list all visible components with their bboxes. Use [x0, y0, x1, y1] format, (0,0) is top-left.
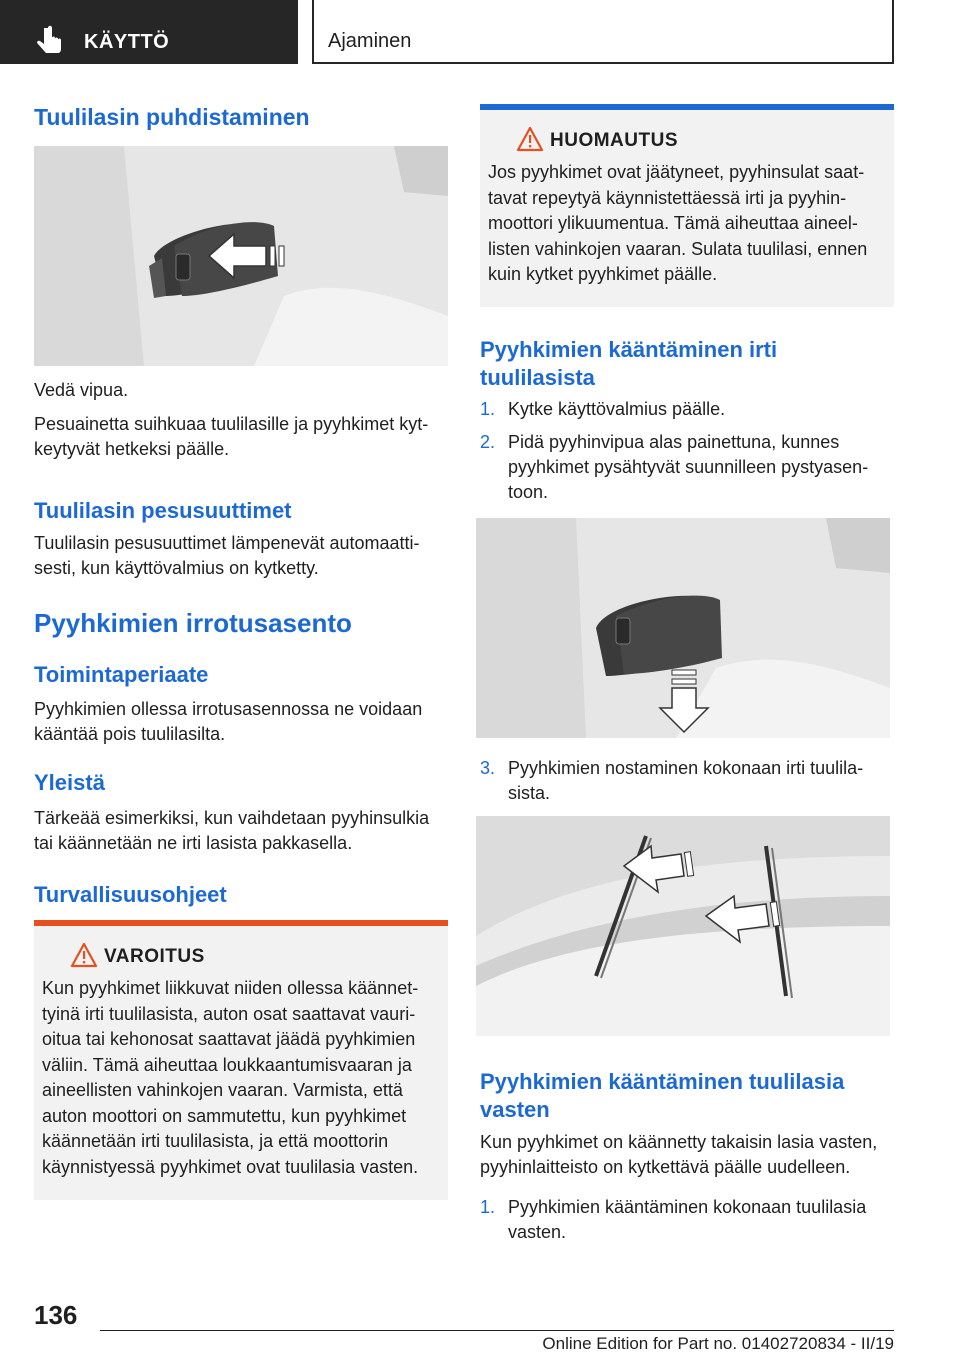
text-washer: [34, 412, 448, 462]
heading-fold-back: [480, 1068, 894, 1124]
text-principle-line-1: Pyyhkimien ollessa irrotusasennossa ne voidaan: [34, 699, 423, 719]
heading-fold-back-line-2: vasten: [480, 1097, 550, 1122]
heading-wiper-release: Pyyhkimien irrotusasento: [34, 608, 352, 638]
warning-line: oitua tai kehonosat saattavat jäädä pyyhkimien: [42, 1029, 416, 1049]
text-nozzles: [34, 531, 448, 581]
section-header: [312, 0, 894, 64]
list-item: [480, 756, 894, 806]
text-principle-line-2: kääntää pois tuulilasilta.: [34, 724, 226, 744]
notice-line: kuin kytket pyyhkimet päälle.: [488, 264, 718, 284]
warning-box: [34, 920, 448, 1200]
chapter-tab: [0, 0, 298, 64]
notice-box: [480, 104, 894, 307]
list-item-text: [508, 1195, 894, 1245]
notice-title: HUOMAUTUS: [550, 130, 678, 151]
warning-body: [42, 976, 442, 1180]
list-item-line: Pyyhkimien nostaminen kokonaan irti tuulila-: [508, 758, 864, 778]
text-general: [34, 806, 448, 856]
list-item-number: 1.: [480, 399, 496, 419]
warning-line: käynnistyessä pyyhkimet ovat tuulilasia vasten.: [42, 1156, 419, 1177]
text-fold-back: [480, 1130, 894, 1180]
text-general-line-1: Tärkeää esimerkiksi, kun vaihdetaan pyyhinsulkia: [34, 808, 430, 828]
heading-washer-nozzles: Tuulilasin pesusuuttimet: [34, 498, 292, 523]
list-item-line: toon.: [508, 482, 549, 502]
list-item: [480, 1195, 894, 1245]
notice-line: listen vahinkojen vaaran. Sulata tuulilasi, ennen: [488, 238, 868, 259]
list-item-line: sista.: [508, 783, 551, 803]
notice-body: [488, 160, 888, 288]
notice-bar: [480, 104, 894, 110]
warning-line: tyinä irti tuulilasista, auton osat saattavat vauri-: [42, 1003, 416, 1024]
footer-edition: Online Edition for Part no. 01402720834 - II/19: [542, 1334, 894, 1353]
notice-line: tavat repeytyä käynnistettäessä irti ja pyyhin-: [488, 187, 847, 208]
text-pull-lever: Vedä vipua.: [34, 380, 129, 400]
text-nozzles-line-1: Tuulilasin pesusuuttimet lämpenevät automaatti-: [34, 533, 420, 553]
figure-wipers-lifted: [476, 816, 890, 1036]
warning-bar: [34, 920, 448, 926]
warning-line: käännetään irti tuulilasista, ja että moottorin: [42, 1131, 389, 1151]
heading-windshield-cleaning: Tuulilasin puhdistaminen: [34, 104, 310, 130]
text-fold-back-line-1: Kun pyyhkimet on käännetty takaisin lasia vasten,: [480, 1132, 878, 1152]
heading-fold-out-line-2: tuulilasista: [480, 365, 595, 390]
list-item-text: [508, 756, 894, 806]
heading-safety: Turvallisuusohjeet: [34, 882, 227, 907]
text-washer-line-2: keytyvät hetkeksi päälle.: [34, 439, 230, 459]
warning-line: Kun pyyhkimet liikkuvat niiden ollessa käännet-: [42, 978, 419, 998]
caution-triangle-icon: [516, 126, 544, 152]
heading-general: Yleistä: [34, 770, 105, 795]
notice-line: moottori ylikuumentua. Tämä aiheuttaa aineel-: [488, 213, 858, 233]
section-title: Ajaminen: [328, 30, 412, 52]
list-item-number: 1.: [480, 1197, 496, 1217]
list-item-line: vasten.: [508, 1222, 567, 1242]
footer-divider: [100, 1330, 894, 1331]
list-item-text: Kytke käyttövalmius päälle.: [508, 399, 726, 419]
warning-line: auton moottori on sammutettu, kun pyyhkimet: [42, 1105, 407, 1126]
list-item: [480, 430, 894, 505]
warning-triangle-icon: [70, 942, 98, 968]
figure-wiper-lever-down: [476, 518, 890, 738]
figure-wiper-lever-pull: [34, 146, 448, 366]
chapter-tab-label: KÄYTTÖ: [84, 31, 170, 53]
heading-fold-back-line-1: Pyyhkimien kääntäminen tuulilasia: [480, 1069, 845, 1094]
text-general-line-2: tai käännetään ne irti lasista pakkasella.: [34, 833, 353, 853]
list-item-line: Pyyhkimien kääntäminen kokonaan tuulilasia: [508, 1197, 867, 1217]
text-fold-back-line-2: pyyhinlaitteisto on kytkettävä päälle uudelleen.: [480, 1157, 851, 1177]
warning-line: väliin. Tämä aiheuttaa loukkaantumisvaaran ja: [42, 1054, 412, 1075]
list-item-text: [508, 430, 894, 505]
text-washer-line-1: Pesuainetta suihkuaa tuulilasille ja pyyhkimet kyt-: [34, 414, 429, 434]
list-item: [480, 397, 894, 422]
text-nozzles-line-2: sesti, kun käyttövalmius on kytketty.: [34, 558, 319, 578]
text-principle: [34, 697, 448, 747]
warning-line: aineellisten vahinkojen vaaran. Varmista, että: [42, 1080, 403, 1100]
hand-pointer-icon: [34, 24, 68, 58]
heading-fold-out-line-1: Pyyhkimien kääntäminen irti: [480, 337, 778, 362]
list-item-number: 2.: [480, 432, 496, 452]
list-item-line: Pidä pyyhinvipua alas painettuna, kunnes: [508, 432, 840, 452]
page-number: 136: [34, 1300, 78, 1330]
notice-line: Jos pyyhkimet ovat jäätyneet, pyyhinsulat saat-: [488, 162, 865, 182]
list-item-number: 3.: [480, 758, 496, 778]
heading-fold-out: [480, 336, 894, 392]
heading-principle: Toimintaperiaate: [34, 662, 209, 687]
list-item-line: pyyhkimet pysähtyvät suunnilleen pystyasen-: [508, 457, 869, 477]
warning-title: VAROITUS: [104, 946, 205, 967]
